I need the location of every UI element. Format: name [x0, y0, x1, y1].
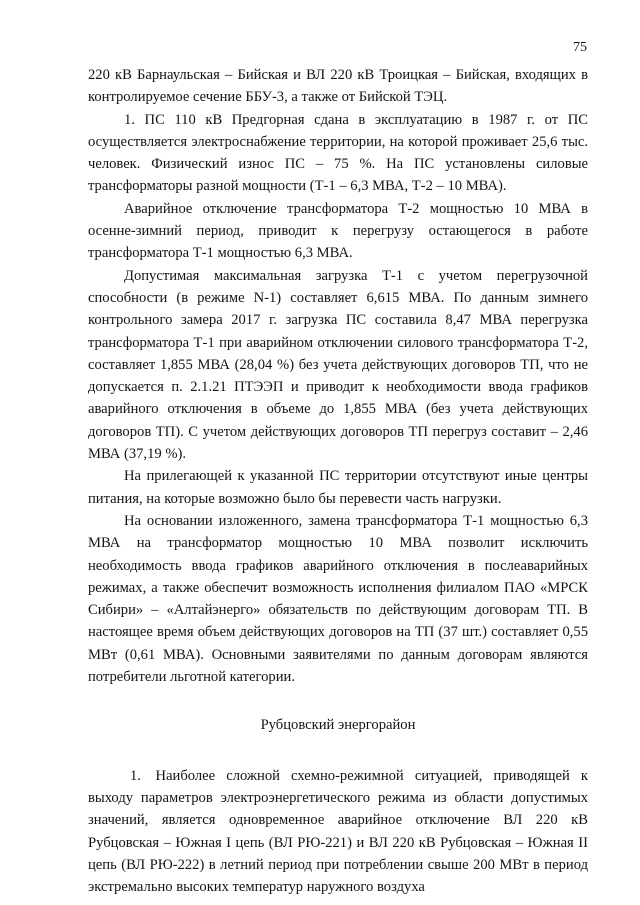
paragraph-emergency-shutdown: Аварийное отключение трансформатора Т-2 мощностью 10 МВА в осенне-зимний период, приводит к перегрузу остающегося в работе трансформатора Т-1 мощностью 6,3 МВА.: [88, 200, 588, 262]
paragraph-continuation: 220 кВ Барнаульская – Бийская и ВЛ 220 кВ Троицкая – Бийская, входящих в контролируемое сечение ББУ-3, а также от Бийской ТЭЦ.: [88, 67, 588, 106]
paragraph-rubtsovsk-1: 1. Наиболее сложной схемно-режимной ситуацией, приводящей к выходу параметров электроэнергетического режима из области допустимых значений, является одновременное аварийное отключение ВЛ 220 кВ Рубцовская – Южная I цепь (ВЛ РЮ-221) и ВЛ 220 кВ Рубцовская – Южная II цепь (ВЛ РЮ-222) в летний период при потреблении свыше 200 МВт в период экстремально высоких температур наружного воздуха: [88, 767, 588, 896]
paragraph-no-alt-centers: На прилегающей к указанной ПС территории отсутствуют иные центры питания, на которые возможно было бы перевести часть нагрузки.: [88, 468, 588, 507]
document-body: [88, 64, 588, 898]
page-number: 75: [573, 40, 587, 55]
section-title: Рубцовский энергорайон: [260, 717, 416, 734]
paragraph-max-load: Допустимая максимальная загрузка Т-1 с учетом перегрузочной способности (в режиме N-1) составляет 6,615 МВА. По данным зимнего контрольного замера 2017 г. загрузка ПС составила 8,47 МВА перегрузка трансформатора Т-1 при аварийном отключении силового трансформатора Т-2, составляет 1,855 МВА (28,04 %) без учета действующих договоров ТП, что не допускается п. 2.1.21 ПТЭЭП и приводит к необходимости ввода графиков аварийного отключения в объеме до 1,855 МВА (без учета действующих договоров ТП). С учетом действующих договоров ТП перегруз составит – 2,46 МВА (37,19 %).: [88, 267, 588, 463]
paragraph-conclusion: На основании изложенного, замена трансформатора Т-1 мощностью 6,3 МВА на трансформатор мощностью 10 МВА позволит исключить необходимость ввода графиков аварийного отключения в послеаварийных режимах, а также обеспечит возможность исполнения филиалом ПАО «МРСК Сибири» – «Алтайэнерго» обязательств по действующим договорам ТП. В настоящее время объем действующих договоров на ТП (37 шт.) составляет 0,55 МВт (0,61 МВА). Основными заявителями по данным договорам являются потребители льготной категории.: [88, 512, 588, 686]
paragraph-predgornaya: 1. ПС 110 кВ Предгорная сдана в эксплуатацию в 1987 г. от ПС осуществляется электроснабжение территории, на которой проживает 25,6 тыс. человек. Физический износ ПС – 75 %. На ПС установлены силовые трансформаторы разной мощности (Т-1 – 6,3 МВА, Т-2 – 10 МВА).: [88, 111, 588, 195]
